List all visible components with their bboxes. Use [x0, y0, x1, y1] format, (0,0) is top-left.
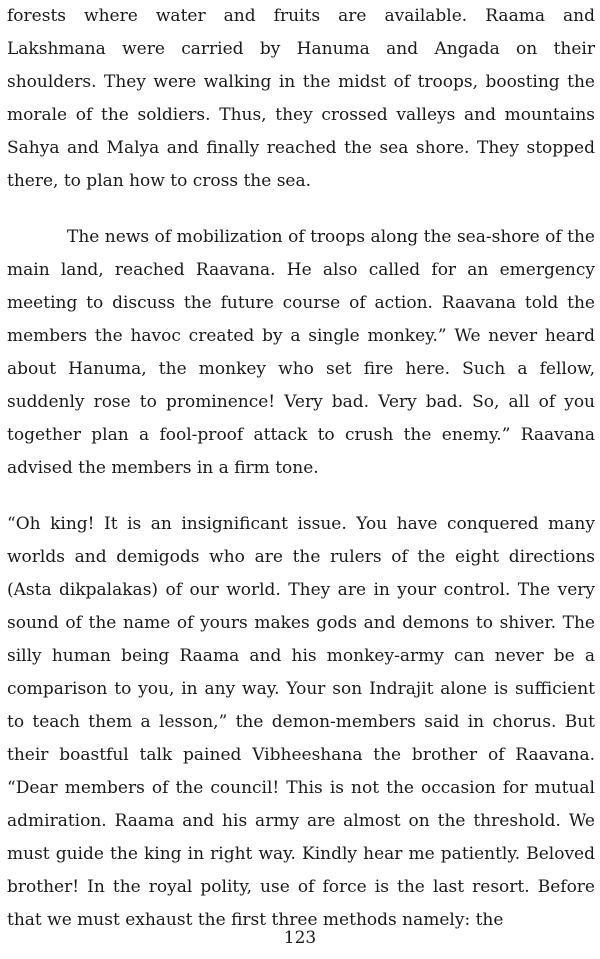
paragraph-continuation: forests where water and fruits are available. Raama and Lakshmana were carried by Hanuma and Angada on their shoulders. They were walking in the midst of troops, boosting the morale of the soldiers. Thus, they crossed valleys and mountains Sahya and Malya and finally reached the sea shore. They stopped there, to plan how to cross the sea.	[7, 6, 595, 191]
page-number: 123	[283, 928, 317, 948]
paragraph-council-dialogue: “Oh king! It is an insignificant issue. You have conquered many worlds and demigods who are the rulers of the eight directions (Asta dikpalakas) of our world. They are in your control. The very sound of the name of yours makes gods and demons to shiver. The silly human being Raama and his monkey-army can never be a comparison to you, in any way. Your son Indrajit alone is sufficient to teach them a lesson,” the demon-members said in chorus. But their boastful talk pained Vibheeshana the brother of Raavana. “Dear members of the council! This is not the occasion for mutual admiration. Raama and his army are almost on the threshold. We must guide the king in right way. Kindly hear me patiently. Beloved brother! In the royal polity, use of force is the last resort. Before that we must exhaust the first three methods namely: the	[7, 514, 595, 930]
paragraph-raavana-meeting: The news of mobilization of troops along the sea-shore of the main land, reached Raavana. He also called for an emergency meeting to discuss the future course of action. Raavana told the members the havoc created by a single monkey.” We never heard about Hanuma, the monkey who set fire here. Such a fellow, suddenly rose to prominence! Very bad. Very bad. So, all of you together plan a fool-proof attack to crush the enemy.” Raavana advised the members in a firm tone.	[7, 227, 595, 478]
